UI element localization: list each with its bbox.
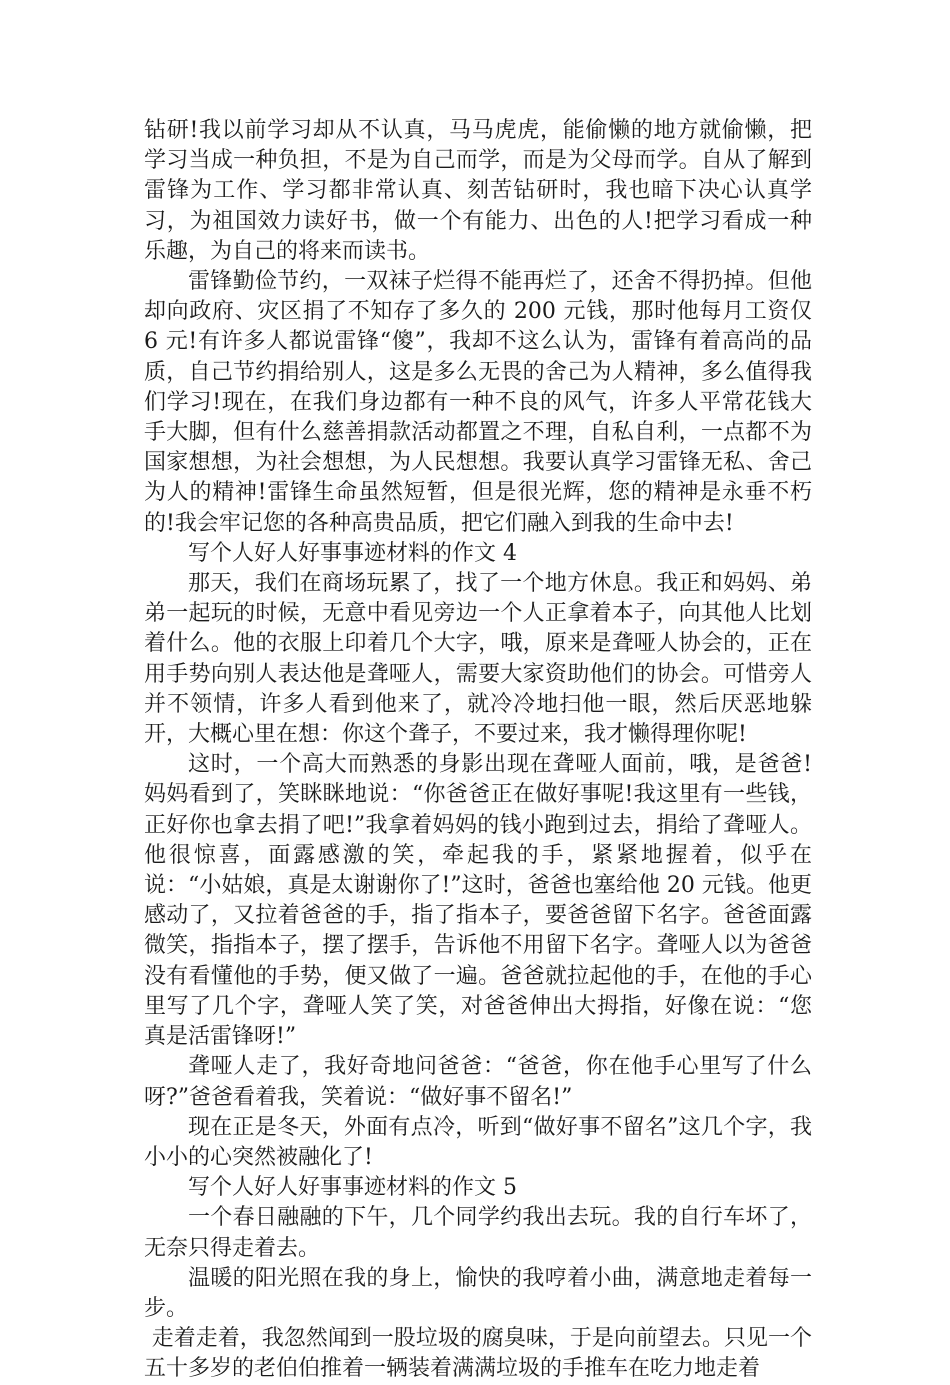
- essay-5-heading: 写个人好人好事事迹材料的作文 5: [188, 1175, 517, 1201]
- essay-4-heading: 写个人好人好事事迹材料的作文 4: [188, 540, 517, 566]
- paragraph-9: 走着走着，我忽然闻到一股垃圾的腐臭味，于是向前望去。只见一个五十多岁的老伯伯推着一辆装着满满垃圾的手推车在吃力地走着: [144, 1326, 812, 1382]
- paragraph-4: 这时，一个高大而熟悉的身影出现在聋哑人面前，哦，是爸爸!妈妈看到了，笑眯眯地说：“你爸爸正在做好事呢!我这里有一些钱，正好你也拿去捐了吧!”我拿着妈妈的钱小跑到过去，捐给了聋哑人。他很惊喜，面露感激的笑，牵起我的手，紧紧地握着，似乎在说：“小姑娘，真是太谢谢你了!”这时，爸爸也塞给他 20 元钱。他更感动了，又拉着爸爸的手，指了指本子，要爸爸留下名字。爸爸面露微笑，指指本子，摆了摆手，告诉他不用留下名字。聋哑人以为爸爸没有看懂他的手势，便又做了一遍。爸爸就拉起他的手，在他的手心里写了几个字，聋哑人笑了笑，对爸爸伸出大拇指，好像在说：“您真是活雷锋呀!”: [144, 752, 812, 1050]
- paragraph-6: 现在正是冬天，外面有点冷，听到“做好事不留名”这几个字，我小小的心突然被融化了!: [144, 1114, 812, 1170]
- paragraph-8: 温暖的阳光照在我的身上，愉快的我哼着小曲，满意地走着每一步。: [144, 1265, 812, 1321]
- paragraph-7: 一个春日融融的下午，几个同学约我出去玩。我的自行车坏了，无奈只得走着去。: [144, 1205, 812, 1261]
- paragraph-3: 那天，我们在商场玩累了，找了一个地方休息。我正和妈妈、弟弟一起玩的时候，无意中看见旁边一个人正拿着本子，向其他人比划着什么。他的衣服上印着几个大字，哦，原来是聋哑人协会的，正在用手势向别人表达他是聋哑人，需要大家资助他们的协会。可惜旁人并不领情，许多人看到他来了，就冷冷地扫他一眼，然后厌恶地躲开，大概心里在想：你这个聋子，不要过来，我才懒得理你呢!: [144, 571, 812, 748]
- paragraph-5: 聋哑人走了，我好奇地问爸爸：“爸爸，你在他手心里写了什么呀?”爸爸看着我，笑着说：“做好事不留名!”: [144, 1054, 812, 1110]
- paragraph-1: 钻研!我以前学习却从不认真，马马虎虎，能偷懒的地方就偷懒，把学习当成一种负担，不是为自己而学，而是为父母而学。自从了解到雷锋为工作、学习都非常认真、刻苦钻研时，我也暗下决心认真学习，为祖国效力读好书，做一个有能力、出色的人!把学习看成一种乐趣，为自己的将来而读书。: [144, 118, 812, 264]
- paragraph-2: 雷锋勤俭节约，一双袜子烂得不能再烂了，还舍不得扔掉。但他却向政府、灾区捐了不知存了多久的 200 元钱，那时他每月工资仅 6 元!有许多人都说雷锋“傻”，我却不这么认为，雷锋有着高尚的品质，自己节约捐给别人，这是多么无畏的舍己为人精神，多么值得我们学习!现在，在我们身边都有一种不良的风气，许多人平常花钱大手大脚，但有什么慈善捐款活动都置之不理，自私自利，一点都不为国家想想，为社会想想，为人民想想。我要认真学习雷锋无私、舍己为人的精神!雷锋生命虽然短暂，但是很光辉，您的精神是永垂不朽的!我会牢记您的各种高贵品质，把它们融入到我的生命中去!: [144, 269, 812, 536]
- essay-body: [144, 116, 812, 1385]
